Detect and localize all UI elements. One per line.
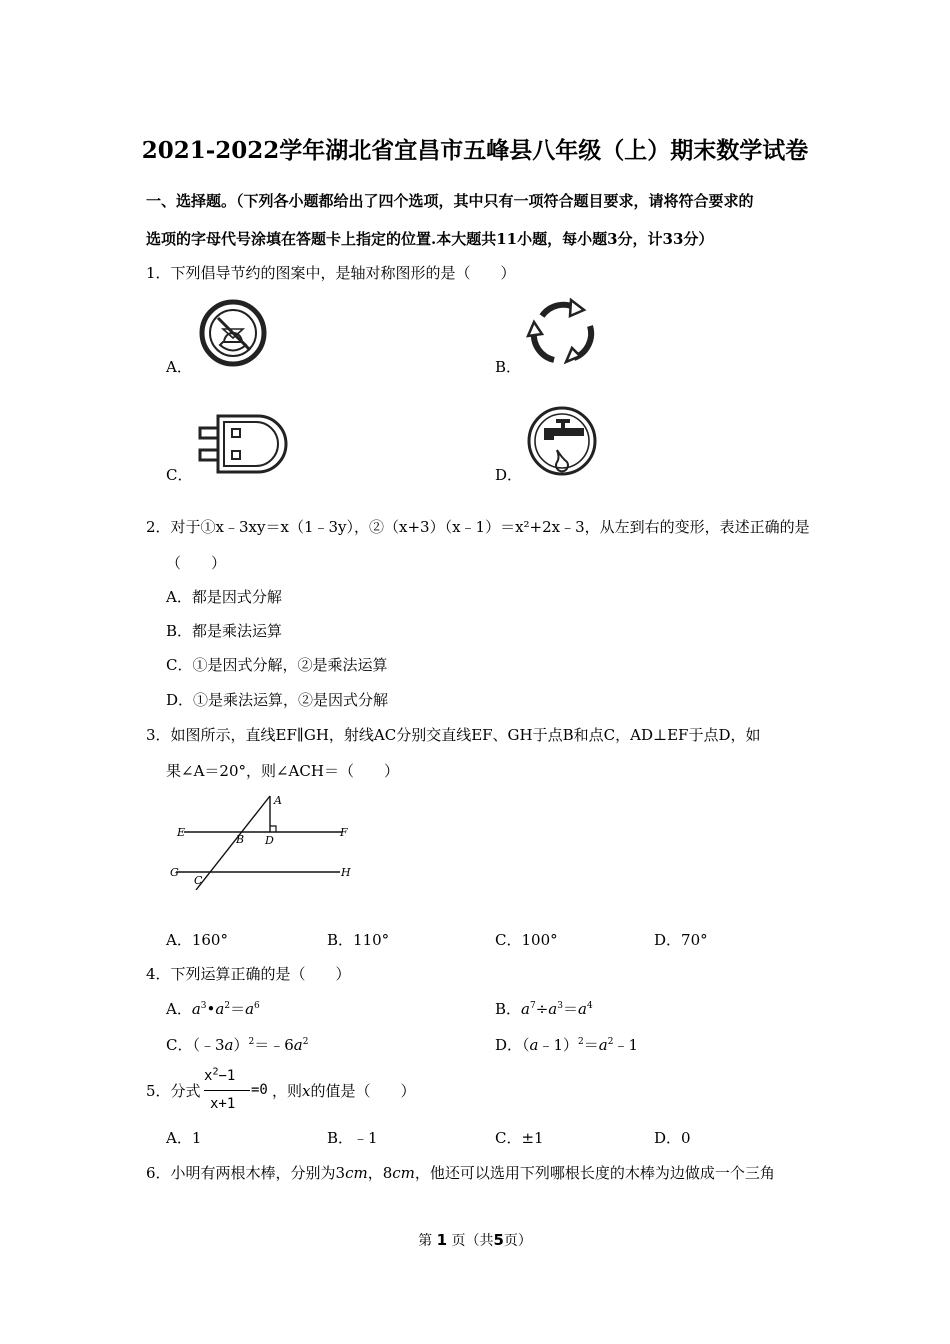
q5-option-d: D．0 — [654, 1129, 691, 1147]
q4-option-b: B．$a^7\div a^3=a^4$ — [495, 1000, 593, 1018]
point-b-label: B — [236, 833, 245, 846]
q3-option-c: C．100° — [495, 931, 558, 949]
q1-option-c-label: C． — [166, 466, 193, 484]
q5-option-a: A．1 — [166, 1129, 202, 1147]
q5-option-b: B．﹣1 — [327, 1129, 378, 1147]
q5-suffix: ，则x的值是（ ） — [272, 1082, 416, 1100]
q5-option-c: C．±1 — [495, 1129, 544, 1147]
q6-stem: 6．小明有两根木棒，分别为3cm，8cm，他还可以选用下列哪根长度的木棒为边做成一个三角 — [146, 1164, 775, 1182]
q5-equals-zero: =0 — [251, 1082, 268, 1098]
point-d-label: D — [265, 834, 274, 847]
q3-stem-line1: 3．如图所示，直线EF∥GH，射线AC分别交直线EF、GH于点B和点C，AD⊥EF于点D，如 — [146, 726, 761, 744]
current-page-number: 1 — [436, 1231, 447, 1249]
section-header-line1: 一、选择题。（下列各小题都给出了四个选项，其中只有一项符合题目要求，请将符合要求的 — [146, 192, 754, 210]
q5-fraction-numerator: $x^2-1$ — [204, 1066, 236, 1084]
page-title: 2021-2022学年湖北省宜昌市五峰县八年级（上）期末数学试卷 — [141, 137, 809, 164]
q3-option-b: B．110° — [327, 931, 390, 949]
q1-option-b-label: B． — [495, 358, 522, 376]
q5-fraction-bar — [204, 1090, 250, 1091]
q4-stem: 4．下列运算正确的是（ ） — [146, 965, 351, 983]
point-e-label: E — [177, 826, 186, 839]
total-page-number: 5 — [493, 1231, 504, 1249]
q3-option-a: A．160° — [166, 931, 228, 949]
point-h-label: H — [341, 866, 351, 879]
q1-stem: 1．下列倡导节约的图案中，是轴对称图形的是（ ） — [146, 264, 516, 282]
q1-option-d-label: D． — [495, 466, 523, 484]
page-footer: 第 1 页（共5页） — [418, 1231, 532, 1249]
q5-prefix: 5．分式 — [146, 1082, 201, 1100]
no-waste-food-icon — [196, 298, 270, 368]
section-header-line2: 选项的字母代号涂填在答题卡上指定的位置.本大题共11小题，每小题3分，计33分） — [146, 230, 714, 248]
q5-fraction-denominator: x+1 — [210, 1096, 236, 1112]
right-angle-mark — [270, 826, 276, 832]
q2-stem-line1: 2．对于①x﹣3xy＝x（1﹣3y），②（x+3）（x﹣1）＝x²+2x﹣3，从左到右的变形，表述正确的是 — [146, 518, 810, 536]
ray-ac — [196, 796, 270, 890]
geometry-figure — [166, 790, 362, 890]
q3-stem-line2: 果∠A＝20°，则∠ACH＝（ ） — [166, 762, 399, 780]
q1-option-a-label: A． — [166, 358, 192, 376]
point-c-label: C — [194, 874, 203, 887]
q2-option-c: C．①是因式分解，②是乘法运算 — [166, 656, 388, 674]
q2-option-a: A．都是因式分解 — [166, 588, 282, 606]
point-a-label: A — [274, 794, 282, 807]
q2-stem-line2: （ ） — [166, 554, 227, 572]
water-tap-icon — [524, 404, 600, 478]
power-plug-icon — [196, 410, 294, 478]
q4-option-d: D．$(a﹣1)^2=a^2﹣1$ — [495, 1036, 639, 1054]
recycle-arrows-icon — [524, 296, 600, 368]
q4-option-c: C．$(﹣3a)^2=﹣6a^2$ — [166, 1036, 309, 1054]
q2-option-b: B．都是乘法运算 — [166, 622, 283, 640]
point-g-label: G — [170, 866, 179, 879]
point-f-label: F — [340, 826, 348, 839]
q3-option-d: D．70° — [654, 931, 708, 949]
q2-option-d: D．①是乘法运算，②是因式分解 — [166, 691, 389, 709]
q4-option-a: A．$a^3•a^2=a^6$ — [166, 1000, 260, 1018]
